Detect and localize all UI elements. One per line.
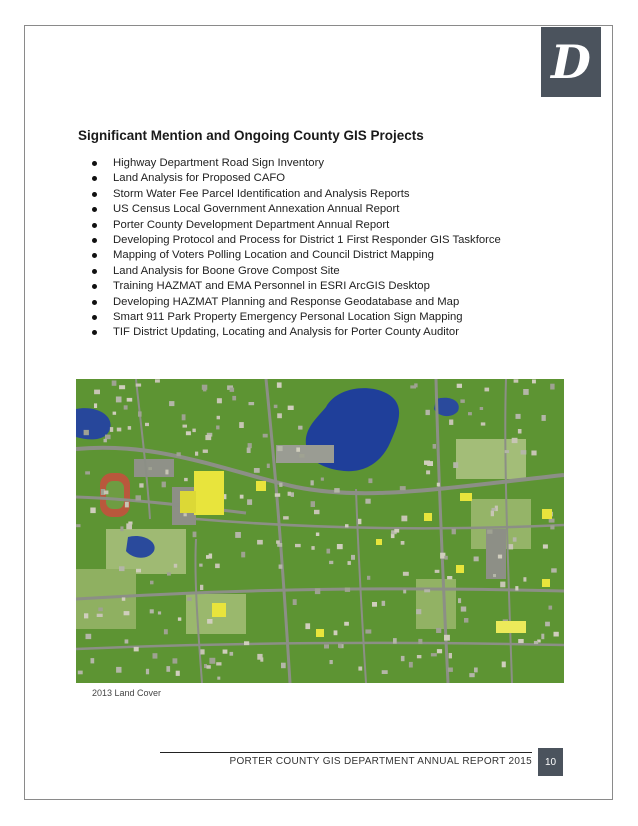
map-house: [239, 422, 244, 428]
map-house: [514, 379, 519, 382]
map-house: [492, 508, 496, 511]
map-field: [456, 439, 526, 479]
map-house: [254, 468, 260, 473]
map-house: [348, 561, 351, 565]
project-label: Smart 911 Park Property Emergency Personal Location Sign Mapping: [113, 311, 463, 324]
map-house: [330, 660, 333, 664]
map-building: [180, 491, 196, 513]
map-house: [173, 658, 178, 663]
map-house: [193, 532, 197, 538]
map-house: [480, 407, 483, 410]
map-house: [146, 669, 149, 675]
map-house: [534, 641, 538, 644]
page-number: 10: [538, 748, 563, 776]
project-list: [90, 156, 560, 341]
map-house: [516, 414, 521, 419]
map-house: [150, 581, 154, 585]
map-house: [195, 452, 198, 456]
bullet-icon: [92, 207, 97, 212]
map-house: [205, 435, 211, 440]
project-item: [90, 325, 560, 340]
map-house: [125, 502, 129, 508]
project-label: Highway Department Road Sign Inventory: [113, 157, 324, 169]
map-house: [105, 435, 111, 440]
map-house: [235, 532, 241, 538]
map-track-field: [106, 481, 124, 509]
map-house: [453, 462, 458, 468]
map-house: [351, 555, 355, 560]
map-house: [291, 492, 294, 497]
project-item: [90, 171, 560, 186]
map-house: [166, 666, 170, 672]
map-house: [460, 399, 464, 403]
map-field: [416, 579, 456, 629]
map-house: [177, 452, 181, 456]
map-house: [215, 564, 220, 569]
land-cover-image: [76, 379, 564, 683]
map-house: [452, 529, 456, 535]
map-house: [543, 544, 548, 548]
map-house: [136, 384, 141, 387]
project-label: Developing Protocol and Process for District 1 First Responder GIS Taskforce: [113, 234, 501, 247]
map-house: [217, 398, 222, 403]
map-house: [150, 609, 154, 613]
map-house: [469, 673, 474, 677]
map-house: [249, 402, 255, 405]
map-house: [260, 657, 263, 661]
map-house: [184, 513, 187, 516]
map-house: [203, 450, 208, 453]
map-house: [433, 444, 436, 449]
map-house: [358, 519, 361, 524]
map-house: [305, 623, 310, 629]
bullet-icon: [92, 315, 97, 320]
map-house: [155, 379, 160, 382]
land-cover-map: [76, 379, 564, 683]
bullet-icon: [92, 192, 97, 197]
map-house: [240, 495, 244, 499]
map-house: [509, 544, 513, 549]
map-house: [512, 438, 518, 443]
project-item: [90, 156, 560, 171]
map-house: [119, 566, 125, 571]
map-building: [376, 539, 382, 545]
map-house: [344, 622, 349, 626]
map-house: [401, 541, 405, 545]
map-house: [78, 671, 83, 675]
map-house: [545, 622, 550, 627]
map-house: [523, 389, 529, 395]
map-house: [279, 565, 283, 569]
map-house: [241, 552, 245, 558]
map-house: [311, 480, 314, 485]
map-house: [113, 412, 117, 415]
map-house: [416, 609, 421, 614]
map-house: [90, 508, 95, 514]
map-house: [217, 677, 220, 680]
footer-rule: [160, 752, 532, 753]
project-item: [90, 264, 560, 279]
map-house: [311, 546, 314, 550]
map-house: [464, 618, 468, 623]
map-house: [372, 602, 377, 607]
map-house: [136, 569, 141, 573]
map-house: [104, 439, 107, 443]
map-house: [277, 413, 282, 418]
map-house: [409, 662, 413, 668]
map-house: [124, 405, 128, 409]
map-house: [230, 652, 234, 656]
map-house: [550, 384, 554, 390]
map-house: [183, 425, 188, 428]
map-house: [493, 574, 496, 577]
map-house: [209, 554, 212, 559]
project-item: [90, 279, 560, 294]
map-house: [112, 381, 117, 386]
map-house: [277, 446, 282, 451]
map-house: [125, 639, 129, 643]
map-house: [293, 599, 297, 605]
map-house: [158, 611, 161, 614]
map-house: [206, 555, 209, 559]
map-house: [165, 470, 168, 475]
map-house: [295, 544, 301, 547]
map-house: [248, 443, 252, 448]
map-house: [120, 526, 123, 531]
bullet-icon: [92, 238, 97, 243]
map-house: [551, 568, 557, 572]
map-house: [401, 656, 405, 661]
project-label: Training HAZMAT and EMA Personnel in ESRI ArcGIS Desktop: [113, 280, 430, 293]
map-house: [345, 588, 350, 592]
map-house: [329, 561, 333, 564]
map-house: [382, 601, 386, 606]
map-house: [311, 501, 315, 507]
project-label: TIF District Updating, Locating and Analysis for Porter County Auditor: [113, 326, 459, 339]
map-house: [167, 572, 171, 575]
map-building: [424, 513, 432, 521]
bullet-icon: [92, 300, 97, 305]
map-house: [365, 499, 370, 504]
map-house: [209, 658, 215, 664]
map-house: [274, 405, 278, 408]
map-house: [169, 401, 174, 406]
map-house: [139, 483, 143, 487]
map-house: [324, 644, 329, 648]
map-house: [124, 611, 130, 615]
map-house: [410, 385, 416, 388]
map-house: [542, 415, 546, 421]
map-house: [138, 411, 142, 416]
map-house: [299, 454, 304, 458]
map-house: [435, 570, 440, 573]
map-house: [128, 426, 131, 430]
map-building: [212, 603, 226, 617]
map-house: [513, 537, 517, 541]
map-house: [403, 590, 406, 594]
map-house: [424, 461, 430, 465]
map-house: [403, 572, 409, 576]
project-label: Developing HAZMAT Planning and Response Geodatabase and Map: [113, 295, 460, 308]
map-house: [200, 585, 203, 590]
project-item: [90, 233, 560, 248]
map-house: [162, 482, 166, 488]
map-house: [94, 390, 100, 395]
map-house: [187, 597, 192, 601]
bullet-icon: [92, 176, 97, 181]
map-house: [358, 667, 362, 671]
map-building: [542, 579, 550, 587]
map-house: [521, 450, 527, 454]
project-label: US Census Local Government Annexation Annual Report: [113, 203, 400, 216]
map-house: [449, 420, 453, 425]
map-house: [502, 662, 506, 668]
project-label: Land Analysis for Proposed CAFO: [113, 172, 286, 185]
map-house: [393, 638, 397, 644]
map-house: [182, 414, 186, 420]
map-house: [176, 671, 180, 676]
map-house: [276, 540, 280, 543]
map-house: [523, 577, 526, 581]
map-house: [267, 464, 270, 468]
map-house: [337, 544, 343, 549]
map-building: [194, 471, 224, 515]
map-house: [444, 635, 450, 641]
map-house: [86, 634, 92, 639]
bullet-icon: [92, 223, 97, 228]
map-house: [541, 634, 544, 640]
map-house: [554, 632, 559, 637]
map-house: [247, 499, 252, 505]
map-house: [164, 629, 168, 634]
map-house: [230, 388, 235, 392]
map-house: [184, 478, 188, 481]
map-building: [456, 565, 464, 573]
map-house: [192, 429, 195, 433]
map-house: [148, 467, 152, 470]
map-house: [257, 540, 263, 545]
project-item: [90, 295, 560, 310]
project-label: Storm Water Fee Parcel Identification and Analysis Reports: [113, 187, 410, 200]
project-label: Mapping of Voters Polling Location and Council District Mapping: [113, 249, 434, 262]
map-house: [126, 523, 132, 529]
map-house: [431, 653, 437, 656]
map-house: [338, 644, 342, 648]
map-house: [436, 628, 441, 633]
map-parking: [486, 529, 506, 579]
map-house: [485, 388, 490, 392]
map-house: [367, 576, 370, 580]
map-house: [263, 434, 268, 438]
map-house: [136, 495, 142, 500]
map-house: [447, 576, 452, 579]
map-house: [505, 450, 509, 453]
logo: [541, 27, 601, 97]
map-house: [174, 564, 177, 568]
map-house: [216, 426, 219, 430]
map-house: [400, 486, 406, 490]
project-item: [90, 218, 560, 233]
map-house: [518, 639, 524, 643]
map-house: [549, 606, 553, 610]
map-house: [84, 613, 88, 618]
map-house: [199, 564, 202, 567]
map-house: [76, 524, 80, 527]
map-house: [417, 655, 422, 658]
map-house: [401, 516, 407, 522]
map-house: [518, 429, 522, 434]
map-house: [457, 384, 462, 388]
map-house: [426, 410, 430, 415]
map-house: [549, 519, 555, 523]
map-house: [217, 416, 220, 420]
map-house: [315, 588, 320, 594]
map-house: [458, 598, 461, 603]
bullet-icon: [92, 161, 97, 166]
map-house: [122, 597, 126, 600]
map-house: [449, 653, 452, 658]
map-house: [437, 649, 442, 653]
map-house: [531, 451, 536, 456]
map-house: [279, 483, 282, 487]
project-item: [90, 202, 560, 217]
map-house: [426, 470, 430, 474]
map-building: [316, 629, 324, 637]
map-house: [97, 614, 103, 617]
map-house: [345, 524, 349, 527]
map-house: [94, 403, 97, 408]
map-house: [296, 448, 300, 452]
map-house: [437, 483, 440, 487]
map-house: [186, 431, 191, 435]
map-house: [91, 658, 95, 663]
map-house: [281, 663, 286, 669]
map-house: [247, 448, 251, 453]
map-house: [207, 665, 211, 669]
map-building: [496, 621, 526, 633]
map-house: [532, 380, 536, 384]
project-item: [90, 248, 560, 263]
bullet-icon: [92, 284, 97, 289]
section-heading: Significant Mention and Ongoing County GIS Projects: [78, 128, 424, 143]
map-house: [468, 412, 472, 415]
map-house: [444, 556, 447, 560]
map-house: [368, 478, 372, 483]
map-house: [98, 608, 103, 612]
map-house: [418, 639, 422, 644]
bullet-icon: [92, 253, 97, 258]
bullet-icon: [92, 269, 97, 274]
map-house: [550, 525, 554, 529]
map-house: [104, 491, 109, 495]
map-house: [498, 555, 502, 559]
map-house: [116, 667, 121, 673]
map-house: [178, 617, 181, 620]
map-house: [110, 427, 113, 432]
project-label: Porter County Development Department Annual Report: [113, 218, 390, 231]
map-house: [200, 649, 204, 654]
map-house: [515, 586, 518, 590]
map-house: [334, 630, 338, 635]
map-house: [134, 647, 139, 652]
map-house: [207, 619, 212, 624]
map-house: [474, 557, 479, 562]
map-house: [84, 430, 89, 435]
map-parking: [276, 445, 334, 463]
map-house: [216, 662, 221, 665]
project-label: Land Analysis for Boone Grove Compost Site: [113, 264, 340, 277]
map-caption: 2013 Land Cover: [92, 688, 162, 698]
map-house: [127, 398, 133, 402]
map-house: [327, 549, 331, 554]
map-building: [542, 509, 552, 519]
map-house: [283, 516, 289, 519]
map-house: [448, 668, 453, 672]
map-house: [321, 478, 324, 481]
map-house: [365, 629, 371, 633]
map-house: [244, 641, 249, 645]
map-house: [277, 382, 282, 387]
map-house: [334, 488, 340, 493]
map-house: [481, 422, 486, 425]
map-house: [145, 423, 149, 426]
map-house: [298, 426, 302, 430]
logo-glyph: D: [551, 35, 591, 89]
map-building: [256, 481, 266, 491]
bullet-icon: [92, 330, 97, 335]
map-house: [223, 650, 228, 654]
map-house: [117, 428, 122, 432]
project-item: [90, 187, 560, 202]
map-house: [382, 670, 388, 674]
map-house: [474, 668, 478, 673]
map-house: [424, 589, 430, 592]
map-house: [202, 385, 208, 390]
map-house: [316, 533, 319, 537]
map-house: [153, 653, 158, 658]
map-house: [119, 385, 125, 389]
map-house: [314, 510, 320, 514]
map-house: [394, 529, 399, 533]
footer-title: PORTER COUNTY GIS DEPARTMENT ANNUAL REPORT 2015: [229, 756, 532, 767]
map-building: [460, 493, 472, 501]
map-house: [487, 530, 492, 534]
map-house: [275, 493, 280, 497]
map-house: [232, 396, 236, 401]
map-house: [116, 397, 122, 403]
map-house: [491, 511, 494, 517]
map-house: [461, 607, 466, 612]
project-item: [90, 310, 560, 325]
map-house: [500, 582, 505, 588]
map-house: [288, 406, 294, 410]
map-house: [85, 471, 90, 474]
map-house: [288, 492, 291, 496]
